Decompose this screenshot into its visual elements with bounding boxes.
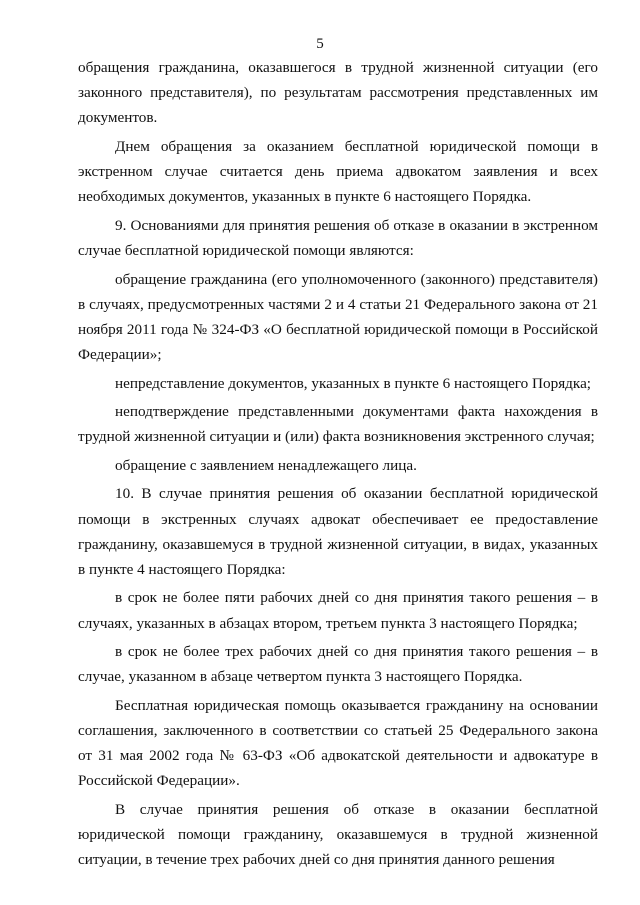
paragraph-refusal-ground-4: обращение с заявлением ненадлежащего лица. [115,456,417,474]
paragraph-refusal-notice: В случае принятия решения об отказе в оказании бесплатной юридической помощи гражданину, оказавшемуся в трудной жизненной ситуации, в течение трех рабочих дней со дня принятия данного решения [78,800,598,869]
page-number: 5 [316,36,324,52]
paragraph-clause-10: 10. В случае принятия решения об оказании бесплатной юридической помощи в экстренных случаях адвокат обеспечивает ее предоставление гражданину, оказавшемуся в трудной жизненной ситуации, в видах, указанных в пункте 4 настоящего Порядка: [78,485,598,578]
paragraph-refusal-ground-1: обращение гражданина (его уполномоченного (законного) представителя) в случаях, предусмотренных частями 2 и 4 статьи 21 Федерального закона от 21 ноября 2011 года № 324-ФЗ «О бесплатной юридической помощи в Российской Федерации»; [78,270,598,364]
document-body [78,55,598,876]
paragraph-clause-9: 9. Основаниями для принятия решения об отказе в оказании в экстренном случае бесплатной юридической помощи являются: [78,216,598,260]
paragraph-continuation: обращения гражданина, оказавшегося в трудной жизненной ситуации (его законного представителя), по результатам рассмотрения представленных им документов. [78,59,598,127]
paragraph-day-of-request: Днем обращения за оказанием бесплатной юридической помощи в экстренном случае считается день приема адвокатом заявления и всех необходимых документов, указанных в пункте 6 настоящего Порядка. [78,137,598,206]
paragraph-refusal-ground-2: непредставление документов, указанных в пункте 6 настоящего Порядка; [115,374,592,392]
paragraph-term-three-days: в срок не более трех рабочих дней со дня принятия такого решения – в случае, указанном в абзаце четвертом пункта 3 настоящего Порядка. [78,643,598,686]
paragraph-agreement: Бесплатная юридическая помощь оказывается гражданину на основании соглашения, заключенного в соответствии со статьей 25 Федерального закона от 31 мая 2002 года № 63-ФЗ «Об адвокатской деятельности и адвокатуре в Российской Федерации». [78,696,598,790]
paragraph-refusal-ground-3: неподтверждение представленными документами факта нахождения в трудной жизненной ситуации и (или) факта возникновения экстренного случая; [78,403,598,446]
paragraph-term-five-days: в срок не более пяти рабочих дней со дня принятия такого решения – в случаях, указанных в абзацах втором, третьем пункта 3 настоящего Порядка; [78,589,598,632]
